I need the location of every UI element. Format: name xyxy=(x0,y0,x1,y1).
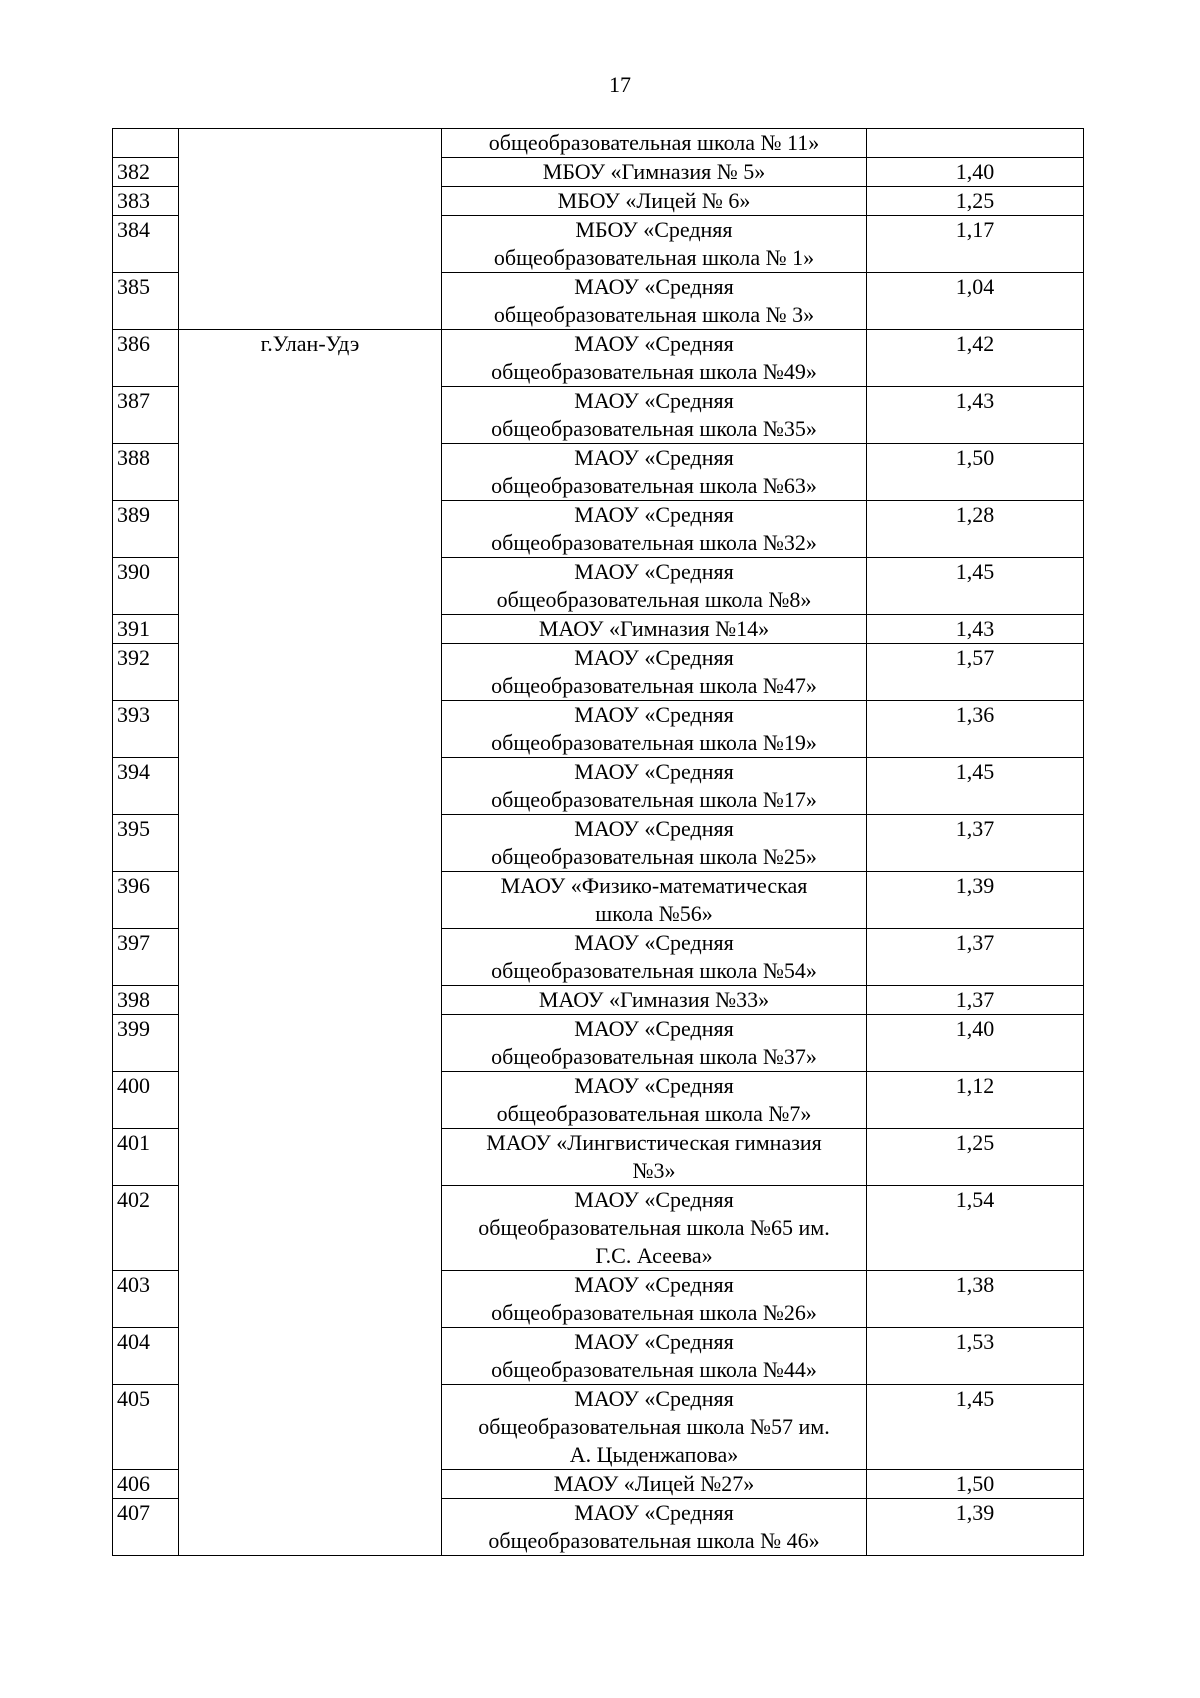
row-number: 404 xyxy=(113,1328,179,1385)
coefficient-value: 1,50 xyxy=(867,1470,1084,1499)
row-number xyxy=(113,129,179,158)
school-name xyxy=(442,815,867,872)
school-name xyxy=(442,1499,867,1556)
school-name-line: общеобразовательная школа №32» xyxy=(491,530,817,555)
school-name-line: общеобразовательная школа №47» xyxy=(491,673,817,698)
row-number: 405 xyxy=(113,1385,179,1470)
school-name xyxy=(442,1015,867,1072)
row-number: 386 xyxy=(113,330,179,387)
school-name xyxy=(442,872,867,929)
school-name-line: МАОУ «Средняя xyxy=(574,1329,734,1354)
school-name xyxy=(442,129,867,158)
school-name-line: МБОУ «Лицей № 6» xyxy=(557,188,751,213)
school-name-line: общеобразовательная школа №25» xyxy=(491,844,817,869)
coefficient-value: 1,25 xyxy=(867,1129,1084,1186)
row-number: 394 xyxy=(113,758,179,815)
coefficient-value: 1,39 xyxy=(867,1499,1084,1556)
school-name-line: МАОУ «Средняя xyxy=(574,1016,734,1041)
school-name-line: МБОУ «Гимназия № 5» xyxy=(542,159,766,184)
school-name-line: общеобразовательная школа №26» xyxy=(491,1300,817,1325)
school-name-line: общеобразовательная школа №19» xyxy=(491,730,817,755)
school-name-line: общеобразовательная школа № 3» xyxy=(493,302,815,327)
school-name-line: общеобразовательная школа №7» xyxy=(496,1101,812,1126)
school-name xyxy=(442,501,867,558)
school-name-line: Г.С. Асеева» xyxy=(595,1243,713,1268)
page-number: 17 xyxy=(609,72,631,97)
school-name-line: общеобразовательная школа № 46» xyxy=(488,1528,820,1553)
table-body xyxy=(113,129,1084,1556)
school-name-line: общеобразовательная школа №65 им. xyxy=(478,1215,830,1240)
school-name xyxy=(442,1186,867,1271)
school-name xyxy=(442,1072,867,1129)
coefficient-value: 1,42 xyxy=(867,330,1084,387)
school-name xyxy=(442,1129,867,1186)
coefficient-value: 1,43 xyxy=(867,615,1084,644)
school-name-line: общеобразовательная школа №57 им. xyxy=(478,1414,830,1439)
school-name-line: №3» xyxy=(632,1158,676,1183)
row-number: 400 xyxy=(113,1072,179,1129)
school-name xyxy=(442,216,867,273)
school-name-line: общеобразовательная школа №44» xyxy=(491,1357,817,1382)
row-number: 403 xyxy=(113,1271,179,1328)
school-name-line: общеобразовательная школа №63» xyxy=(491,473,817,498)
school-name-line: МАОУ «Средняя xyxy=(574,1500,734,1525)
school-name-line: МАОУ «Средняя xyxy=(574,559,734,584)
coefficient-value: 1,40 xyxy=(867,158,1084,187)
school-name-line: МАОУ «Средняя xyxy=(574,331,734,356)
coefficient-value: 1,45 xyxy=(867,558,1084,615)
school-name xyxy=(442,986,867,1015)
coefficient-value: 1,37 xyxy=(867,929,1084,986)
row-number: 393 xyxy=(113,701,179,758)
school-name-line: общеобразовательная школа №54» xyxy=(491,958,817,983)
row-number: 390 xyxy=(113,558,179,615)
school-name xyxy=(442,387,867,444)
school-name-line: МАОУ «Лицей №27» xyxy=(553,1471,755,1496)
row-number: 384 xyxy=(113,216,179,273)
city-cell xyxy=(179,129,442,330)
row-number: 389 xyxy=(113,501,179,558)
school-name xyxy=(442,444,867,501)
school-name-line: МАОУ «Средняя xyxy=(574,502,734,527)
school-name-line: общеобразовательная школа №49» xyxy=(491,359,817,384)
school-name-line: МАОУ «Лингвистическая гимназия xyxy=(486,1130,822,1155)
row-number: 382 xyxy=(113,158,179,187)
school-name-line: МАОУ «Средняя xyxy=(574,1386,734,1411)
school-name xyxy=(442,558,867,615)
row-number: 392 xyxy=(113,644,179,701)
school-name-line: МАОУ «Средняя xyxy=(574,1187,734,1212)
school-name xyxy=(442,330,867,387)
school-name xyxy=(442,158,867,187)
school-name-line: МАОУ «Физико-математическая xyxy=(500,873,808,898)
coefficient-value: 1,53 xyxy=(867,1328,1084,1385)
row-number: 406 xyxy=(113,1470,179,1499)
coefficient-value: 1,57 xyxy=(867,644,1084,701)
row-number: 399 xyxy=(113,1015,179,1072)
school-name-line: МБОУ «Средняя xyxy=(575,217,733,242)
row-number: 398 xyxy=(113,986,179,1015)
coefficient-value: 1,17 xyxy=(867,216,1084,273)
coefficient-value: 1,39 xyxy=(867,872,1084,929)
school-name xyxy=(442,644,867,701)
coefficient-value: 1,37 xyxy=(867,815,1084,872)
school-name-line: А. Цыденжапова» xyxy=(569,1442,739,1467)
school-name xyxy=(442,1470,867,1499)
row-number: 402 xyxy=(113,1186,179,1271)
schools-table xyxy=(112,128,1084,1556)
school-name-line: МАОУ «Гимназия №33» xyxy=(538,987,770,1012)
school-name-line: общеобразовательная школа №8» xyxy=(496,587,812,612)
school-name-line: общеобразовательная школа №35» xyxy=(491,416,817,441)
school-name-line: МАОУ «Гимназия №14» xyxy=(538,616,770,641)
row-number: 395 xyxy=(113,815,179,872)
school-name-line: общеобразовательная школа № 11» xyxy=(488,130,820,155)
coefficient-value: 1,37 xyxy=(867,986,1084,1015)
row-number: 387 xyxy=(113,387,179,444)
school-name-line: МАОУ «Средняя xyxy=(574,759,734,784)
coefficient-value: 1,43 xyxy=(867,387,1084,444)
school-name-line: МАОУ «Средняя xyxy=(574,816,734,841)
school-name xyxy=(442,1328,867,1385)
city-cell: г.Улан-Удэ xyxy=(179,330,442,1556)
school-name xyxy=(442,273,867,330)
row-number: 396 xyxy=(113,872,179,929)
school-name-line: МАОУ «Средняя xyxy=(574,1272,734,1297)
school-name xyxy=(442,1271,867,1328)
coefficient-value: 1,12 xyxy=(867,1072,1084,1129)
coefficient-value: 1,40 xyxy=(867,1015,1084,1072)
school-name-line: школа №56» xyxy=(595,901,713,926)
row-number: 385 xyxy=(113,273,179,330)
row-number: 401 xyxy=(113,1129,179,1186)
coefficient-value: 1,25 xyxy=(867,187,1084,216)
school-name-line: МАОУ «Средняя xyxy=(574,388,734,413)
coefficient-value: 1,54 xyxy=(867,1186,1084,1271)
school-name-line: МАОУ «Средняя xyxy=(574,1073,734,1098)
row-number: 391 xyxy=(113,615,179,644)
coefficient-value: 1,36 xyxy=(867,701,1084,758)
school-name-line: общеобразовательная школа № 1» xyxy=(493,245,815,270)
coefficient-value: 1,38 xyxy=(867,1271,1084,1328)
school-name-line: МАОУ «Средняя xyxy=(574,930,734,955)
school-name xyxy=(442,929,867,986)
school-name xyxy=(442,615,867,644)
coefficient-value xyxy=(867,129,1084,158)
school-name xyxy=(442,701,867,758)
table-row xyxy=(113,330,1084,387)
school-name-line: общеобразовательная школа №17» xyxy=(491,787,817,812)
row-number: 397 xyxy=(113,929,179,986)
table-row xyxy=(113,129,1084,158)
school-name-line: МАОУ «Средняя xyxy=(574,702,734,727)
school-name-line: общеобразовательная школа №37» xyxy=(491,1044,817,1069)
coefficient-value: 1,45 xyxy=(867,1385,1084,1470)
school-name-line: МАОУ «Средняя xyxy=(574,274,734,299)
school-name xyxy=(442,758,867,815)
school-name-line: МАОУ «Средняя xyxy=(574,645,734,670)
school-name xyxy=(442,1385,867,1470)
coefficient-value: 1,45 xyxy=(867,758,1084,815)
coefficient-value: 1,50 xyxy=(867,444,1084,501)
school-name-line: МАОУ «Средняя xyxy=(574,445,734,470)
row-number: 388 xyxy=(113,444,179,501)
row-number: 407 xyxy=(113,1499,179,1556)
row-number: 383 xyxy=(113,187,179,216)
coefficient-value: 1,28 xyxy=(867,501,1084,558)
coefficient-value: 1,04 xyxy=(867,273,1084,330)
school-name xyxy=(442,187,867,216)
